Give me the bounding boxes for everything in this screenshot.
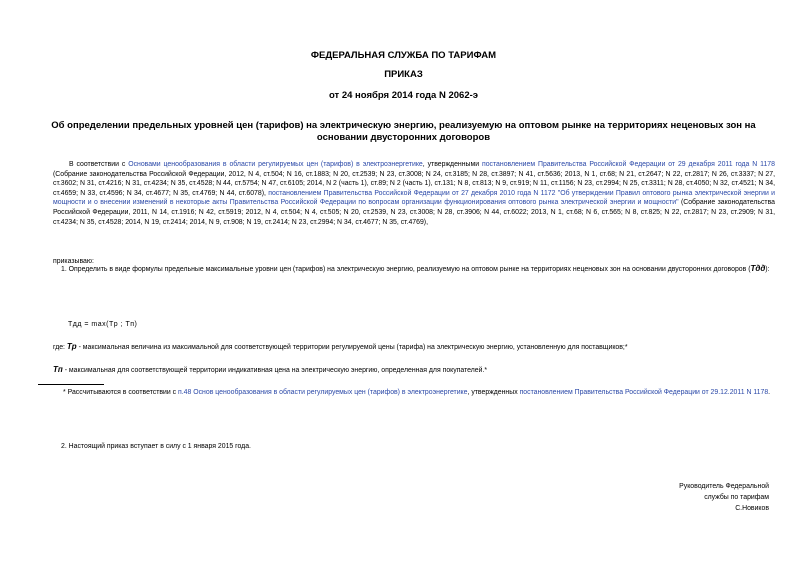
preamble-paragraph <box>53 160 775 227</box>
document-date-number: от 24 ноября 2014 года N 2062-э <box>328 90 479 101</box>
footnote <box>53 388 775 398</box>
footnote-divider <box>38 384 104 385</box>
footnote-text-3: . <box>768 389 771 396</box>
formula: Tдд = max(Tр ; Tп) <box>68 321 138 328</box>
link-item-48[interactable]: п.48 Основ ценообразования в области регулируемых цен (тарифов) в электроэнергетике <box>178 389 468 396</box>
order-word: приказываю: <box>53 258 94 265</box>
item-1-text: 1. Определить в виде формулы предельные максимальные уровни цен (тарифов) на электрическую энергию, реализуемую на оптовом рынке на территориях неценовых зон на основании двусторонних договоров ( <box>61 266 751 273</box>
link-resolution-29-12-2011[interactable]: постановлением Правительства Российской Федерации от 29.12.2011 N 1178 <box>519 389 769 396</box>
where-line-2 <box>53 365 487 376</box>
where-line-2-text: - максимальная для соответствующей территории индикативная цена на электрическую энергию, определенная для покупателей.* <box>62 367 488 374</box>
where-line-1 <box>53 342 628 353</box>
signature-name: С.Новиков <box>735 505 769 512</box>
document-type-heading: ПРИКАЗ <box>384 69 423 80</box>
item-2-paragraph: 2. Настоящий приказ вступает в силу с 1 января 2015 года. <box>61 443 251 450</box>
tdd-symbol: Tдд <box>750 264 766 273</box>
where-line-1-text: - максимальная величина из максимальной для соответствующей территории регулируемой цены (тарифа) на электрическую энергию, установленную для поставщиков;* <box>76 344 628 351</box>
organization-heading: ФЕДЕРАЛЬНАЯ СЛУЖБА ПО ТАРИФАМ <box>310 50 497 61</box>
tp-symbol: Tп <box>53 365 63 374</box>
tr-symbol: Tр <box>66 342 77 351</box>
footnote-text-1: * Рассчитываются в соответствии с <box>63 389 179 396</box>
item-1-close: ): <box>765 266 770 273</box>
preamble-text-3: (Собрание законодательства Российской Федерации, 2012, N 4, ст.504; N 16, ст.1883; N 20, ст.2539; N 23, ст.3008; N 24, ст.3185; N 28, ст.3897; N 41, ст.5636; 2013, N 1, ст.68; N 21, ст.2647; N 22, ст.2817; N 26, ст.3337; N 27, ст.3602; N 31, ст.4216; N 31, ст.4234; N 35, ст.4528; N 44, ст.5754; N 47, ст.6105; 2014, N 2 (часть 1), ст.89; N 2 (часть 1), ст.131; N 8, ст.813; N 9, ст.919; N 11, ст.1156; N 23, ст.2994; N 25, ст.3311; N 28, ст.4050; N 32, ст.4521; N 34, ст.4659; N 33, ст.4596; N 34, ст.4677; N 35, ст.4769; N 44, ст.6078), <box>53 170 775 197</box>
signature-position-line-2: службы по тарифам <box>704 494 769 501</box>
item-1-paragraph <box>53 264 775 275</box>
where-prefix: где: <box>53 344 67 351</box>
signature-position-line-1: Руководитель Федеральной <box>679 483 769 490</box>
footnote-text-2: , утвержденных <box>467 389 520 396</box>
preamble-text-1: В соответствии с <box>69 161 129 168</box>
document-title: Об определении предельных уровней цен (тарифов) на электрическую энергию, реализуемую на оптовом рынке на территориях неценовых зон на основании двусторонних договоров <box>51 120 756 143</box>
link-pricing-basics[interactable]: Основами ценообразования в области регулируемых цен (тарифов) в электроэнергетике <box>128 161 423 168</box>
link-resolution-1178[interactable]: постановлением Правительства Российской Федерации от 29 декабря 2011 года N 1178 <box>481 161 775 168</box>
preamble-text-4: (Собрание законодательства Российской Федерации, 2011, N 14, ст.1916; N 42, ст.5919; 2012, N 4, ст.504; N 4, ст.505; N 20, ст.2539, N 23, ст.3008; N 28, ст.3906; N 44, ст.6022; 2013, N 1, ст.68; N 6, ст.565; N 8, ст.825; N 22, ст.2817; N 23, ст.2909; N 31, ст.4234; N 35, ст.4528; 2014, N 19, ст.2414; 2014, N 9, ст.908; N 19, ст.2414; N 23, ст.2994; N 34, ст.4677; N 35, ст.4769), <box>53 199 775 226</box>
link-resolution-1172[interactable]: постановлением Правительства Российской Федерации от 27 декабря 2010 года N 1172 "Об утверждении Правил оптового рынка электрической энергии и мощности и о внесении изменений в некоторые акты Правительства Российской Федерации по вопросам организации функционирования оптового рынка электрической энергии и мощности" <box>53 189 775 207</box>
preamble-text-2: , утвержденными <box>422 161 482 168</box>
